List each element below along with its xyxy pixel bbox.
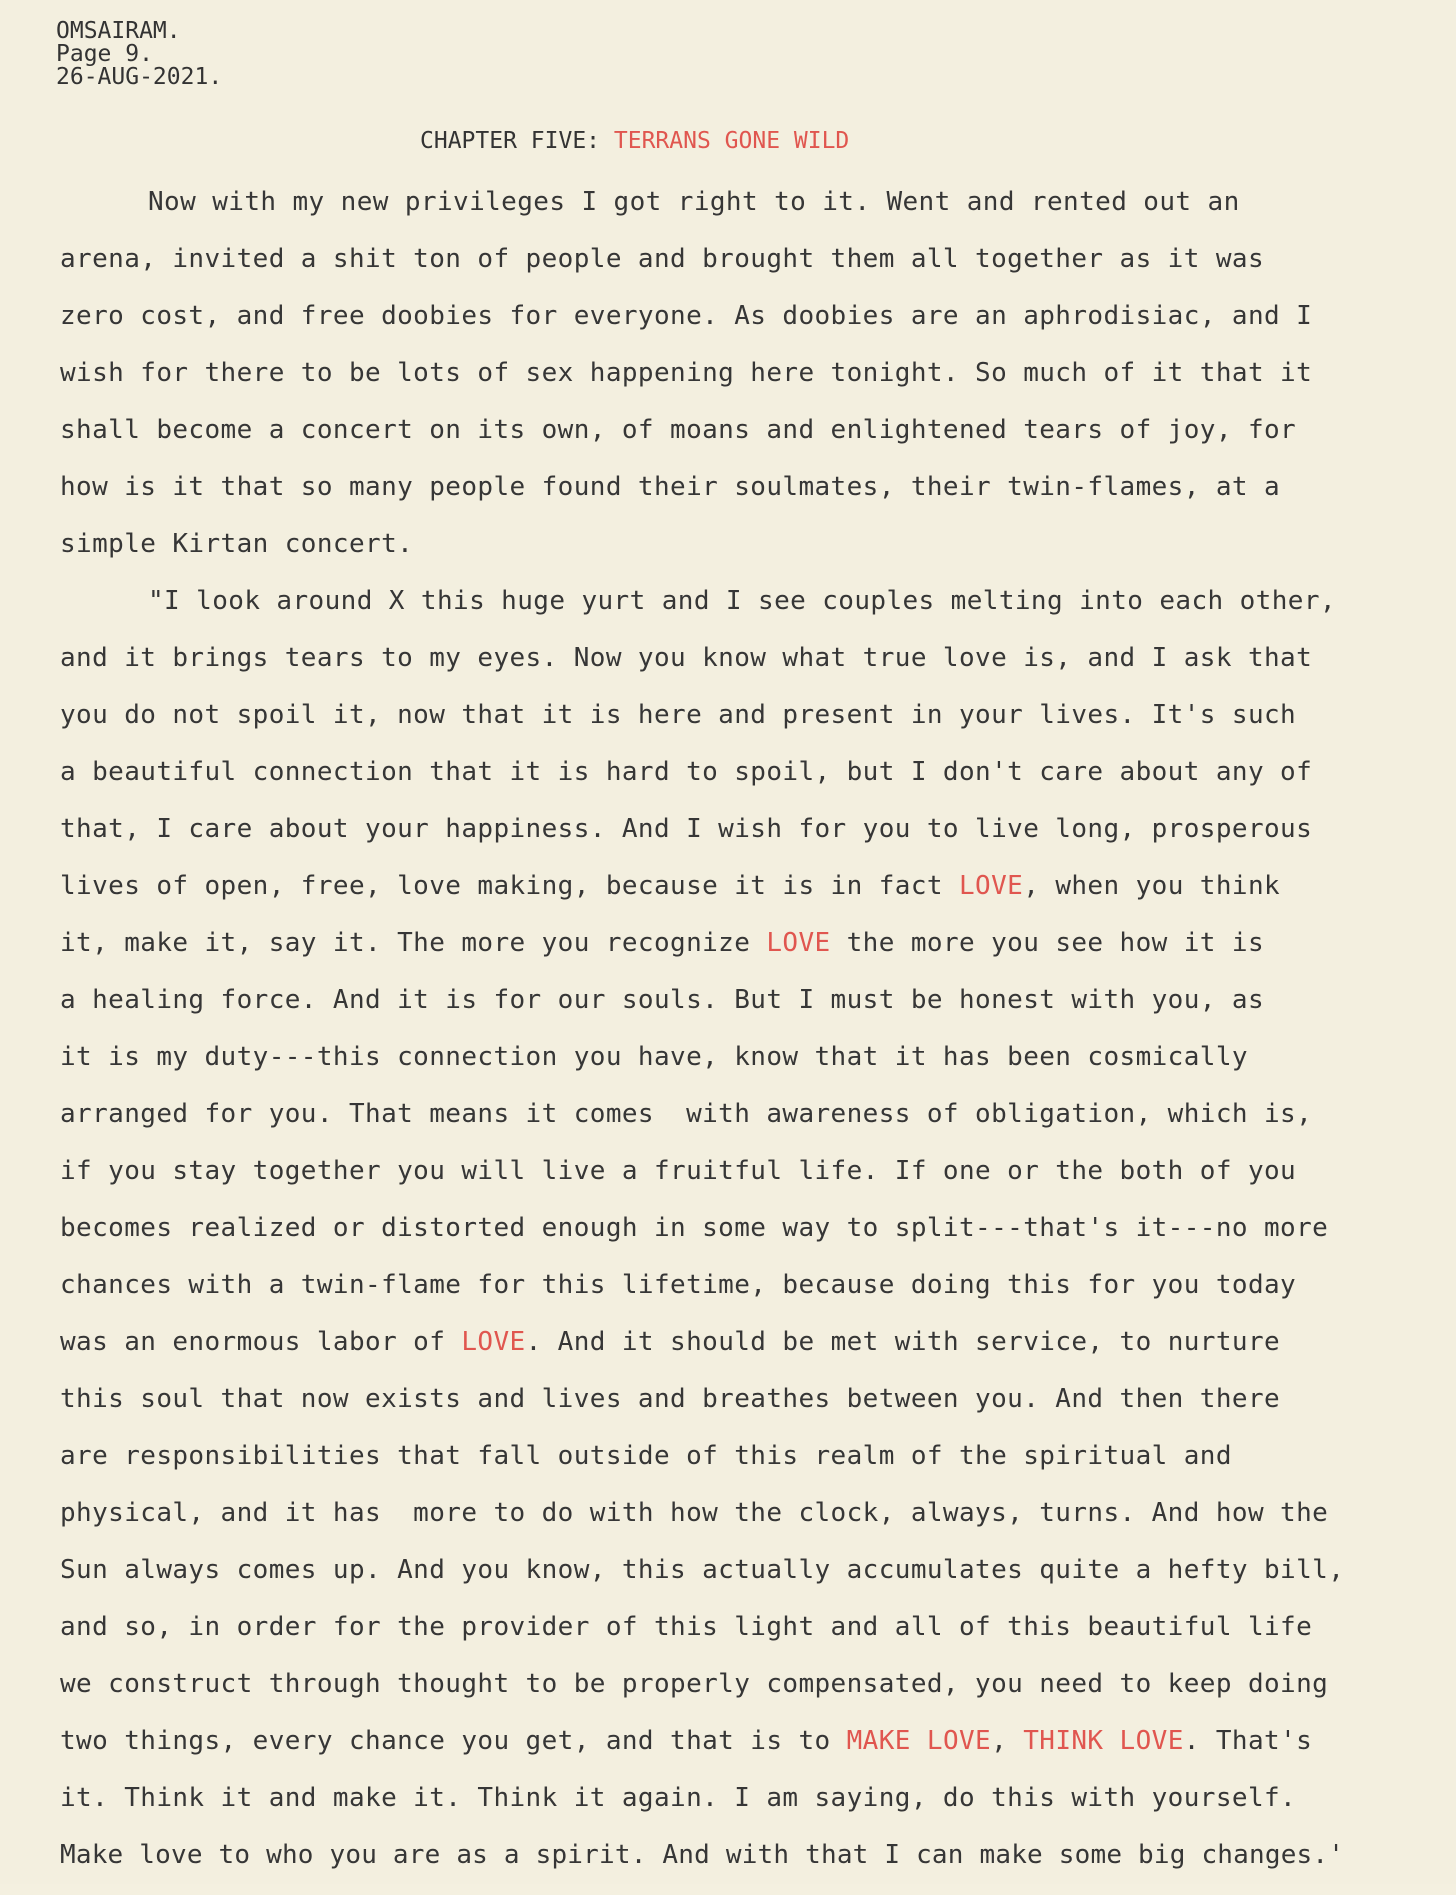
text-segment: a beautiful connection that it is hard to spoil, but I don't care about any of xyxy=(60,757,1313,787)
text-segment: "I look around X this huge yurt and I see couples melting into each other, xyxy=(148,586,1336,616)
text-line xyxy=(60,242,1440,299)
text-segment: this soul that now exists and lives and breathes between you. And then there xyxy=(60,1384,1281,1414)
text-segment: simple Kirtan concert. xyxy=(60,529,414,559)
text-line xyxy=(60,1553,1440,1610)
text-segment: two things, every chance you get, and that is to xyxy=(60,1726,847,1756)
text-segment: wish for there to be lots of sex happening here tonight. So much of it that it xyxy=(60,358,1313,388)
text-line xyxy=(60,983,1440,1040)
text-segment: Sun always comes up. And you know, this actually accumulates quite a hefty bill, xyxy=(60,1555,1345,1585)
text-line xyxy=(60,356,1440,413)
text-line xyxy=(60,413,1440,470)
text-line xyxy=(60,1667,1440,1724)
red-ink-word: LOVE xyxy=(766,928,831,958)
text-segment: it, make it, say it. The more you recognize xyxy=(60,928,767,958)
text-segment: arena, invited a shit ton of people and brought them all together as it was xyxy=(60,244,1264,274)
text-line xyxy=(60,1724,1440,1781)
text-line xyxy=(60,1382,1440,1439)
text-segment: a healing force. And it is for our souls. But I must be honest with you, as xyxy=(60,985,1264,1015)
text-line xyxy=(60,584,1440,641)
red-ink-word: MAKE LOVE xyxy=(846,1726,992,1756)
text-line xyxy=(60,1268,1440,1325)
text-segment: that, I care about your happiness. And I wish for you to live long, prosperous xyxy=(60,814,1313,844)
text-segment: and so, in order for the provider of this light and all of this beautiful life xyxy=(60,1612,1313,1642)
text-segment: , xyxy=(991,1726,1024,1756)
text-line xyxy=(60,1838,1440,1895)
text-segment: are responsibilities that fall outside of this realm of the spiritual and xyxy=(60,1441,1232,1471)
text-line xyxy=(60,812,1440,869)
text-segment: zero cost, and free doobies for everyone. As doobies are an aphrodisiac, and I xyxy=(60,301,1313,331)
text-segment: it is my duty---this connection you have, know that it has been cosmically xyxy=(60,1042,1248,1072)
header-date: 26-AUG-2021. xyxy=(56,64,223,90)
text-segment: physical, and it has more to do with how the clock, always, turns. And how the xyxy=(60,1498,1329,1528)
text-segment: . And it should be met with service, to nurture xyxy=(525,1327,1281,1357)
text-line xyxy=(60,527,1440,584)
text-segment: was an enormous labor of xyxy=(60,1327,462,1357)
text-segment: we construct through thought to be properly compensated, you need to keep doing xyxy=(60,1669,1329,1699)
text-segment: lives of open, free, love making, because it is in fact xyxy=(60,871,959,901)
text-line xyxy=(60,869,1440,926)
page-header xyxy=(56,20,222,89)
text-segment: , when you think xyxy=(1023,871,1281,901)
text-line xyxy=(60,470,1440,527)
chapter-title-prefix: CHAPTER FIVE: xyxy=(420,128,614,154)
text-segment: if you stay together you will live a fruitful life. If one or the both of you xyxy=(60,1156,1297,1186)
red-ink-word: LOVE xyxy=(959,871,1024,901)
text-line xyxy=(60,641,1440,698)
text-line xyxy=(60,1040,1440,1097)
text-segment: arranged for you. That means it comes with awareness of obligation, which is, xyxy=(60,1099,1313,1129)
text-segment: chances with a twin-flame for this lifetime, because doing this for you today xyxy=(60,1270,1297,1300)
text-segment: it. Think it and make it. Think it again. I am saying, do this with yourself. xyxy=(60,1783,1297,1813)
text-segment: how is it that so many people found their soulmates, their twin-flames, at a xyxy=(60,472,1281,502)
text-line xyxy=(60,1097,1440,1154)
header-line-1: OMSAIRAM. xyxy=(56,18,181,44)
text-line xyxy=(60,1439,1440,1496)
chapter-title-red: TERRANS GONE WILD xyxy=(613,128,850,154)
text-line xyxy=(60,299,1440,356)
text-segment: Now with my new privileges I got right to it. Went and rented out an xyxy=(148,187,1240,217)
red-ink-word: LOVE xyxy=(461,1327,526,1357)
text-segment: . That's xyxy=(1183,1726,1313,1756)
text-line xyxy=(60,185,1440,242)
text-line xyxy=(60,755,1440,812)
body-text xyxy=(60,185,1440,1895)
chapter-title xyxy=(420,128,849,154)
text-segment: becomes realized or distorted enough in some way to split---that's it---no more xyxy=(60,1213,1329,1243)
text-segment: Make love to who you are as a spirit. And with that I can make some big changes.' xyxy=(60,1840,1345,1870)
header-page-number: Page 9. xyxy=(56,41,153,67)
text-line xyxy=(60,1325,1440,1382)
text-line xyxy=(60,1154,1440,1211)
text-line xyxy=(60,1211,1440,1268)
text-line xyxy=(60,698,1440,755)
text-segment: and it brings tears to my eyes. Now you know what true love is, and I ask that xyxy=(60,643,1313,673)
text-segment: you do not spoil it, now that it is here and present in your lives. It's such xyxy=(60,700,1297,730)
red-ink-word: THINK LOVE xyxy=(1023,1726,1184,1756)
text-line xyxy=(60,1496,1440,1553)
text-line xyxy=(60,1610,1440,1667)
text-line xyxy=(60,926,1440,983)
text-segment: shall become a concert on its own, of moans and enlightened tears of joy, for xyxy=(60,415,1297,445)
text-line xyxy=(60,1781,1440,1838)
text-segment: the more you see how it is xyxy=(830,928,1265,958)
